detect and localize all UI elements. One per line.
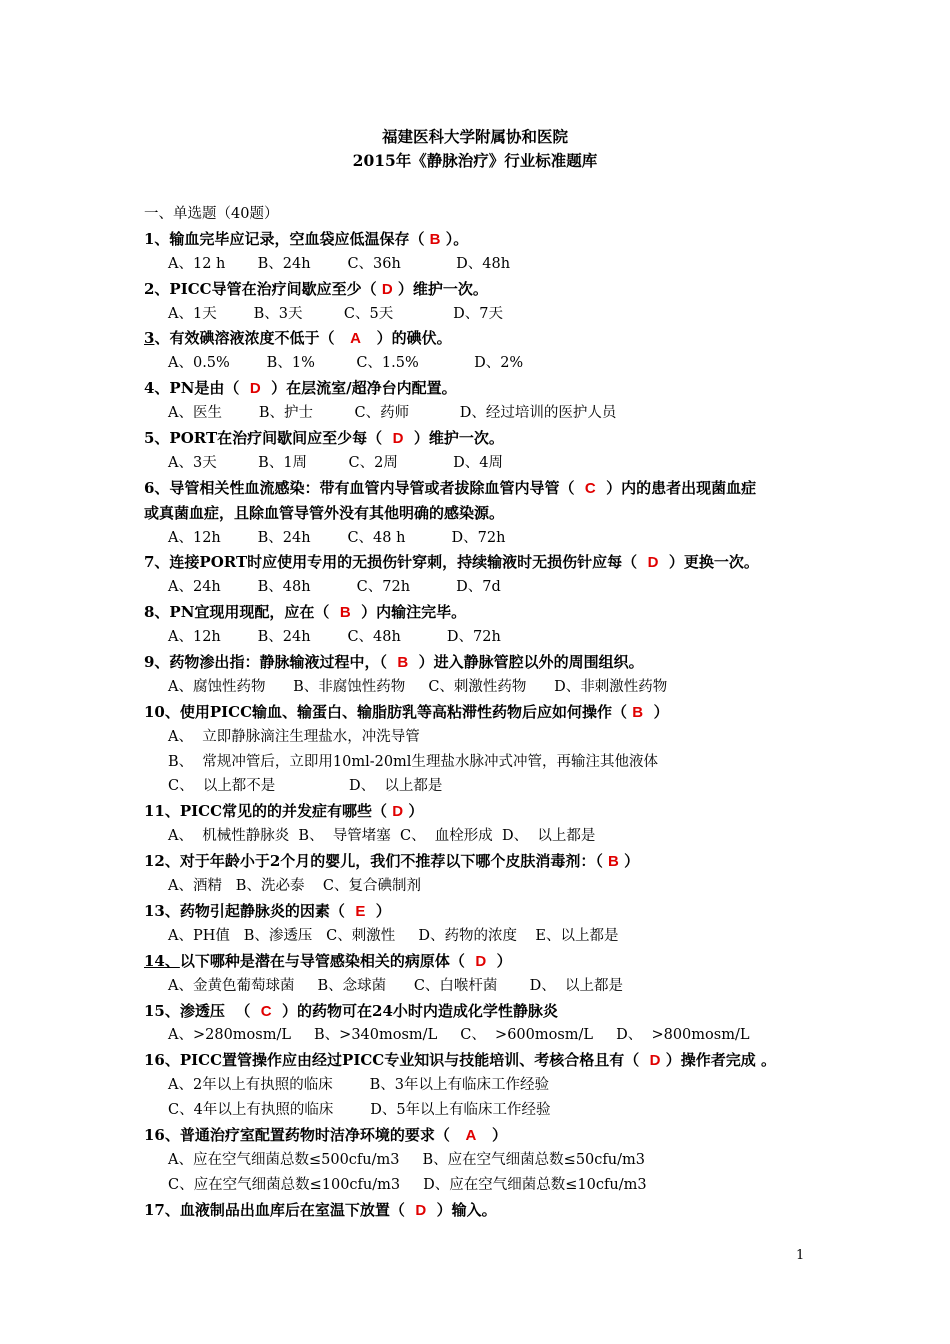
options-8: A、12h B、24h C、48h D、72h bbox=[168, 629, 501, 646]
options-5: A、3天 B、1周 C、2周 D、4周 bbox=[168, 454, 504, 471]
options-16-picc-ab: A、2年以上有执照的临床 B、3年以上有临床工作经验 bbox=[168, 1077, 549, 1094]
question-16-environment: 16、普通治疗室配置药物时洁净环境的要求（ A ） bbox=[144, 1125, 508, 1144]
question-11: 11、PICC常见的的并发症有哪些（ D ） bbox=[144, 802, 424, 821]
options-1: A、12 h B、24h C、36h D、48h bbox=[168, 255, 511, 272]
document-title: 2015年《静脉治疗》行业标准题库 bbox=[352, 151, 598, 170]
options-2: A、1天 B、3天 C、5天 D、7天 bbox=[168, 305, 504, 322]
option-10-cd: C、 以上都不是 D、 以上都是 bbox=[168, 778, 443, 795]
options-12: A、酒精 B、洗必泰 C、复合碘制剂 bbox=[168, 878, 421, 895]
answer-16-environment: A bbox=[465, 1126, 477, 1144]
question-6: 6、导管相关性血流感染：带有血管内导管或者拔除血管内导管（ C ）内的患者出现菌血症 bbox=[144, 478, 757, 497]
answer-16-picc: D bbox=[649, 1052, 661, 1070]
answer-7: D bbox=[647, 554, 659, 572]
question-6-continued: 或真菌血症，且除血管导管外没有其他明确的感染源。 bbox=[144, 503, 505, 522]
answer-15: C bbox=[260, 1002, 272, 1020]
question-3: 3、有效碘溶液浓度不低于（ A ）的碘伏。 bbox=[144, 329, 452, 348]
question-16-picc: 16、PICC置管操作应由经过PICC专业知识与技能培训、考核合格且有（ D ）操作者完成 。 bbox=[144, 1051, 776, 1070]
question-4: 4、PN是由（ D ）在层流室/超净台内配置。 bbox=[144, 379, 457, 398]
question-10: 10、使用PICC输血、输蛋白、输脂肪乳等高粘滞性药物后应如何操作（ B ） bbox=[144, 702, 669, 721]
answer-9: B bbox=[397, 654, 409, 672]
option-10-b: B、 常规冲管后，立即用10ml-20ml生理盐水脉冲式冲管，再输注其他液体 bbox=[168, 753, 658, 770]
answer-6: C bbox=[584, 479, 596, 497]
options-3: A、0.5% B、1% C、1.5% D、2% bbox=[168, 355, 524, 372]
answer-2: D bbox=[381, 280, 393, 298]
option-10-a: A、 立即静脉滴注生理盐水，冲洗导管 bbox=[168, 728, 420, 745]
answer-10: B bbox=[632, 703, 644, 721]
answer-14: D bbox=[475, 952, 487, 970]
question-14: 14、以下哪种是潜在与导管感染相关的病原体（ D ） bbox=[144, 951, 512, 970]
options-14: A、金黄色葡萄球菌 B、念球菌 C、白喉杆菌 D、 以上都是 bbox=[168, 977, 624, 994]
options-9: A、腐蚀性药物 B、非腐蚀性药物 C、刺激性药物 D、非刺激性药物 bbox=[168, 678, 668, 695]
question-5: 5、PORT在治疗间歇间应至少每（ D ）维护一次。 bbox=[144, 429, 504, 448]
options-16-picc-cd: C、4年以上有执照的临床 D、5年以上有临床工作经验 bbox=[168, 1102, 551, 1119]
answer-4: D bbox=[249, 380, 261, 398]
options-11: A、 机械性静脉炎 B、 导管堵塞 C、 血栓形成 D、 以上都是 bbox=[168, 828, 596, 845]
answer-12: B bbox=[608, 853, 619, 871]
question-12: 12、对于年龄小于2个月的婴儿，我们不推荐以下哪个皮肤消毒剂：（ B ） bbox=[144, 852, 640, 871]
options-4: A、医生 B、护士 C、药师 D、经过培训的医护人员 bbox=[168, 405, 617, 422]
options-7: A、24h B、48h C、72h D、7d bbox=[168, 579, 501, 596]
hospital-title: 福建医科大学附属协和医院 bbox=[381, 127, 568, 146]
answer-8: B bbox=[339, 604, 351, 622]
options-15: A、>280mosm/L B、>340mosm/L C、 >600mosm/L D、 >800mosm/L bbox=[168, 1027, 750, 1044]
question-13: 13、药物引起静脉炎的因素（ E ） bbox=[144, 901, 391, 920]
answer-1: B bbox=[429, 230, 441, 248]
question-2: 2、PICC导管在治疗间歇应至少（ D ）维护一次。 bbox=[144, 279, 488, 298]
answer-3: A bbox=[350, 330, 361, 348]
options-13: A、PH值 B、渗透压 C、刺激性 D、药物的浓度 E、以上都是 bbox=[168, 927, 619, 944]
question-17: 17、血液制品出血库后在室温下放置（ D ）输入。 bbox=[144, 1200, 497, 1219]
answer-17: D bbox=[415, 1201, 427, 1219]
options-16-environment-cd: C、应在空气细菌总数≤100cfu/m3 D、应在空气细菌总数≤10cfu/m3 bbox=[168, 1176, 647, 1193]
answer-5: D bbox=[392, 430, 404, 448]
question-15: 15、渗透压 （ C ）的药物可在24小时内造成化学性静脉炎 bbox=[144, 1001, 558, 1020]
answer-13: E bbox=[355, 902, 366, 920]
question-8: 8、PN宜现用现配，应在（ B ）内输注完毕。 bbox=[144, 603, 467, 622]
options-6: A、12h B、24h C、48 h D、72h bbox=[168, 529, 506, 546]
question-1: 1、输血完毕应记录，空血袋应低温保存（ B ）。 bbox=[144, 229, 469, 248]
answer-11: D bbox=[392, 803, 404, 821]
question-7: 7、连接PORT时应使用专用的无损伤针穿刺，持续输液时无损伤针应每（ D ）更换一次。 bbox=[144, 553, 759, 572]
question-9: 9、药物渗出指：静脉输液过程中，（ B ）进入静脉管腔以外的周围组织。 bbox=[144, 653, 644, 672]
page-number: 1 bbox=[796, 1248, 805, 1263]
section-heading: 一、单选题（40题） bbox=[144, 206, 279, 222]
question-list bbox=[144, 202, 834, 1223]
options-16-environment-ab: A、应在空气细菌总数≤500cfu/m3 B、应在空气细菌总数≤50cfu/m3 bbox=[168, 1151, 645, 1168]
